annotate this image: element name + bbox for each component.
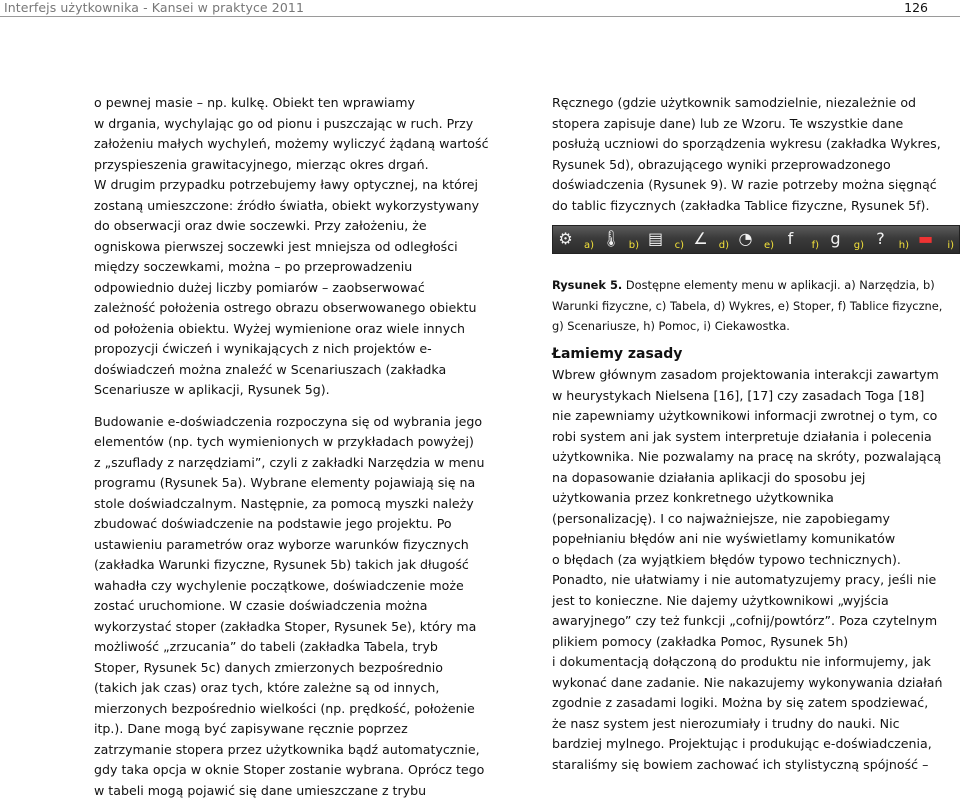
page-number: 126: [904, 0, 928, 15]
flag-icon: ▬: [916, 229, 935, 248]
header-rule: [0, 16, 960, 17]
left-paragraph-2: Budowanie e-doświadczenia rozpoczyna się od wybrania jego elementów (np. tych wymienionych w przykładach powyżej) z „szuflady z narzędziami”, czyli z zakładki Narzędzia w menu programu (Rysunek 5a). Wybrane elementy pojawiają się na stole doświadczalnym. Następnie, za pomocą myszki należy zbudować doświadczenie na podstawie jego projektu. Po ustawieniu parametrów oraz wyborze warunków fizycznych (zakładka Warunki fizyczne, Rysunek 5b) takich jak długość wahadła czy wychylenie początkowe, doświadczenie może zostać uruchomione. W czasie doświadczenia można wykorzystać stoper (zakładka Stoper, Rysunek 5e), który ma możliwość „zrzucania” do tabeli (zakładka Tabela, tryb Stoper, Rysunek 5c) danych zmierzonych bezpośrednio (takich jak czas) oraz tych, które zależne są od innych, mierzonych bezpośrednio wielkości (np. prędkość, położenie itp.). Dane mogą być zapisywane ręcznie poprzez zatrzymanie stopera przez użytkownika bądź automatycznie, gdy taka opcja w oknie Stoper zostanie wybrana. Oprócz tego w tabeli mogą pojawić się dane umieszczane z trybu: [94, 412, 502, 801]
toolbar-item-stopwatch[interactable]: [733, 226, 778, 253]
figure-menu-toolbar: [552, 225, 960, 254]
right-column-lower: [552, 365, 960, 775]
gear-icon: ⚙: [556, 229, 575, 248]
toolbar-item-tools[interactable]: [553, 226, 598, 253]
toolbar-letter: a): [584, 241, 594, 251]
toolbar-letter: e): [764, 241, 774, 251]
running-head: [0, 0, 960, 18]
running-title: Interfejs użytkownika - Kansei w praktyce 2011: [4, 0, 304, 15]
right-paragraph-1: Ręcznego (gdzie użytkownik samodzielnie, niezależnie od stopera zapisuje dane) lub ze Wzoru. Te wszystkie dane posłużą uczniowi do sporządzenia wykresu (zakładka Wykres, Rysunek 5d), obrazującego wyniki przeprowadzonego doświadczenia (Rysunek 9). W razie potrzeby można sięgnąć do tablic fizycznych (zakładka Tablice fizyczne, Rysunek 5f).: [552, 93, 958, 216]
toolbar-item-graph[interactable]: [688, 226, 733, 253]
toolbar-item-curiosity[interactable]: [913, 226, 958, 253]
toolbar-item-scenarios[interactable]: [823, 226, 868, 253]
toolbar-letter: f): [812, 241, 819, 251]
caption-text: Dostępne elementy menu w aplikacji. a) Narzędzia, b) Warunki fizyczne, c) Tabela, d) Wykres, e) Stoper, f) Tablice fizyczne, g) Scenariusze, h) Pomoc, i) Ciekawostka.: [552, 278, 942, 333]
section-heading: Łamiemy zasady: [552, 346, 682, 362]
toolbar-item-table[interactable]: [643, 226, 688, 253]
toolbar-item-physics-conditions[interactable]: [598, 226, 643, 253]
physics-tables-icon: f: [781, 229, 800, 248]
toolbar-letter: g): [854, 241, 864, 251]
stopwatch-icon: ◔: [736, 229, 755, 248]
paragraph-gap: [94, 401, 502, 412]
scenarios-icon: g: [826, 229, 845, 248]
toolbar-item-help[interactable]: [868, 226, 913, 253]
right-column: [552, 93, 958, 216]
toolbar-letter: b): [629, 241, 639, 251]
left-column: [94, 93, 502, 801]
graph-icon: ∠: [691, 229, 710, 248]
thermometer-icon: 🌡: [601, 229, 620, 248]
toolbar-letter: d): [719, 241, 729, 251]
toolbar-letter: i): [947, 241, 954, 251]
figure-caption: [552, 275, 958, 337]
caption-label: Rysunek 5.: [552, 278, 622, 292]
left-paragraph-1: o pewnej masie – np. kulkę. Obiekt ten wprawiamy w drgania, wychylając go od pionu i puszczając w ruch. Przy założeniu małych wychyleń, możemy wyliczyć żądaną wartość przyspieszenia grawitacyjnego, mierząc okres drgań. W drugim przypadku potrzebujemy ławy optycznej, na której zostaną umieszczone: źródło światła, obiekt wykorzystywany do obserwacji oraz dwie soczewki. Przy założeniu, że ogniskowa pierwszej soczewki jest mniejsza od odległości między soczewkami, można – po przeprowadzeniu odpowiednio dużej liczby pomiarów – zaobserwować zależność położenia ostrego obrazu obserwowanego obiektu od położenia obiektu. Wyżej wymienione oraz wiele innych propozycji ćwiczeń i wynikających z nich projektów e- doświadczeń można znaleźć w Scenariuszach (zakładka Scenariusze w aplikacji, Rysunek 5g).: [94, 93, 502, 401]
table-icon: ▤: [646, 229, 665, 248]
right-paragraph-2: Wbrew głównym zasadom projektowania interakcji zawartym w heurystykach Nielsena [16], [17] czy zasadach Toga [18] nie zapewniamy użytkownikowi informacji zwrotnej o tym, co robi system ani jak system interpretuje działania i polecenia użytkownika. Nie pozwalamy na pracę na skróty, pozwalającą na dopasowanie działania aplikacji do sposobu jej użytkowania przez konkretnego użytkownika (personalizację). I co najważniejsze, nie zapobiegamy popełnianiu błędów ani nie wyświetlamy komunikatów o błędach (za wyjątkiem błędów typowo technicznych). Ponadto, nie ułatwiamy i nie automatyzujemy pracy, jeśli nie jest to konieczne. Nie dajemy użytkownikowi „wyjścia awaryjnego” czy też funkcji „cofnij/powtórz”. Poza czytelnym plikiem pomocy (zakładka Pomoc, Rysunek 5h) i dokumentacją dołączoną do produktu nie informujemy, jak wykonać dane zadanie. Nie nakazujemy wykonywania działań zgodnie z zasadami logiki. Można by się zatem spodziewać, że nasz system jest nierozumiały i trudny do nauki. Nic bardziej mylnego. Projektując i produkując e-doświadczenia, staraliśmy się bowiem zachować ich stylistyczną spójność –: [552, 365, 960, 775]
help-icon: ?: [871, 229, 890, 248]
toolbar-item-physics-tables[interactable]: [778, 226, 823, 253]
toolbar-letter: c): [675, 241, 684, 251]
toolbar-letter: h): [899, 241, 909, 251]
